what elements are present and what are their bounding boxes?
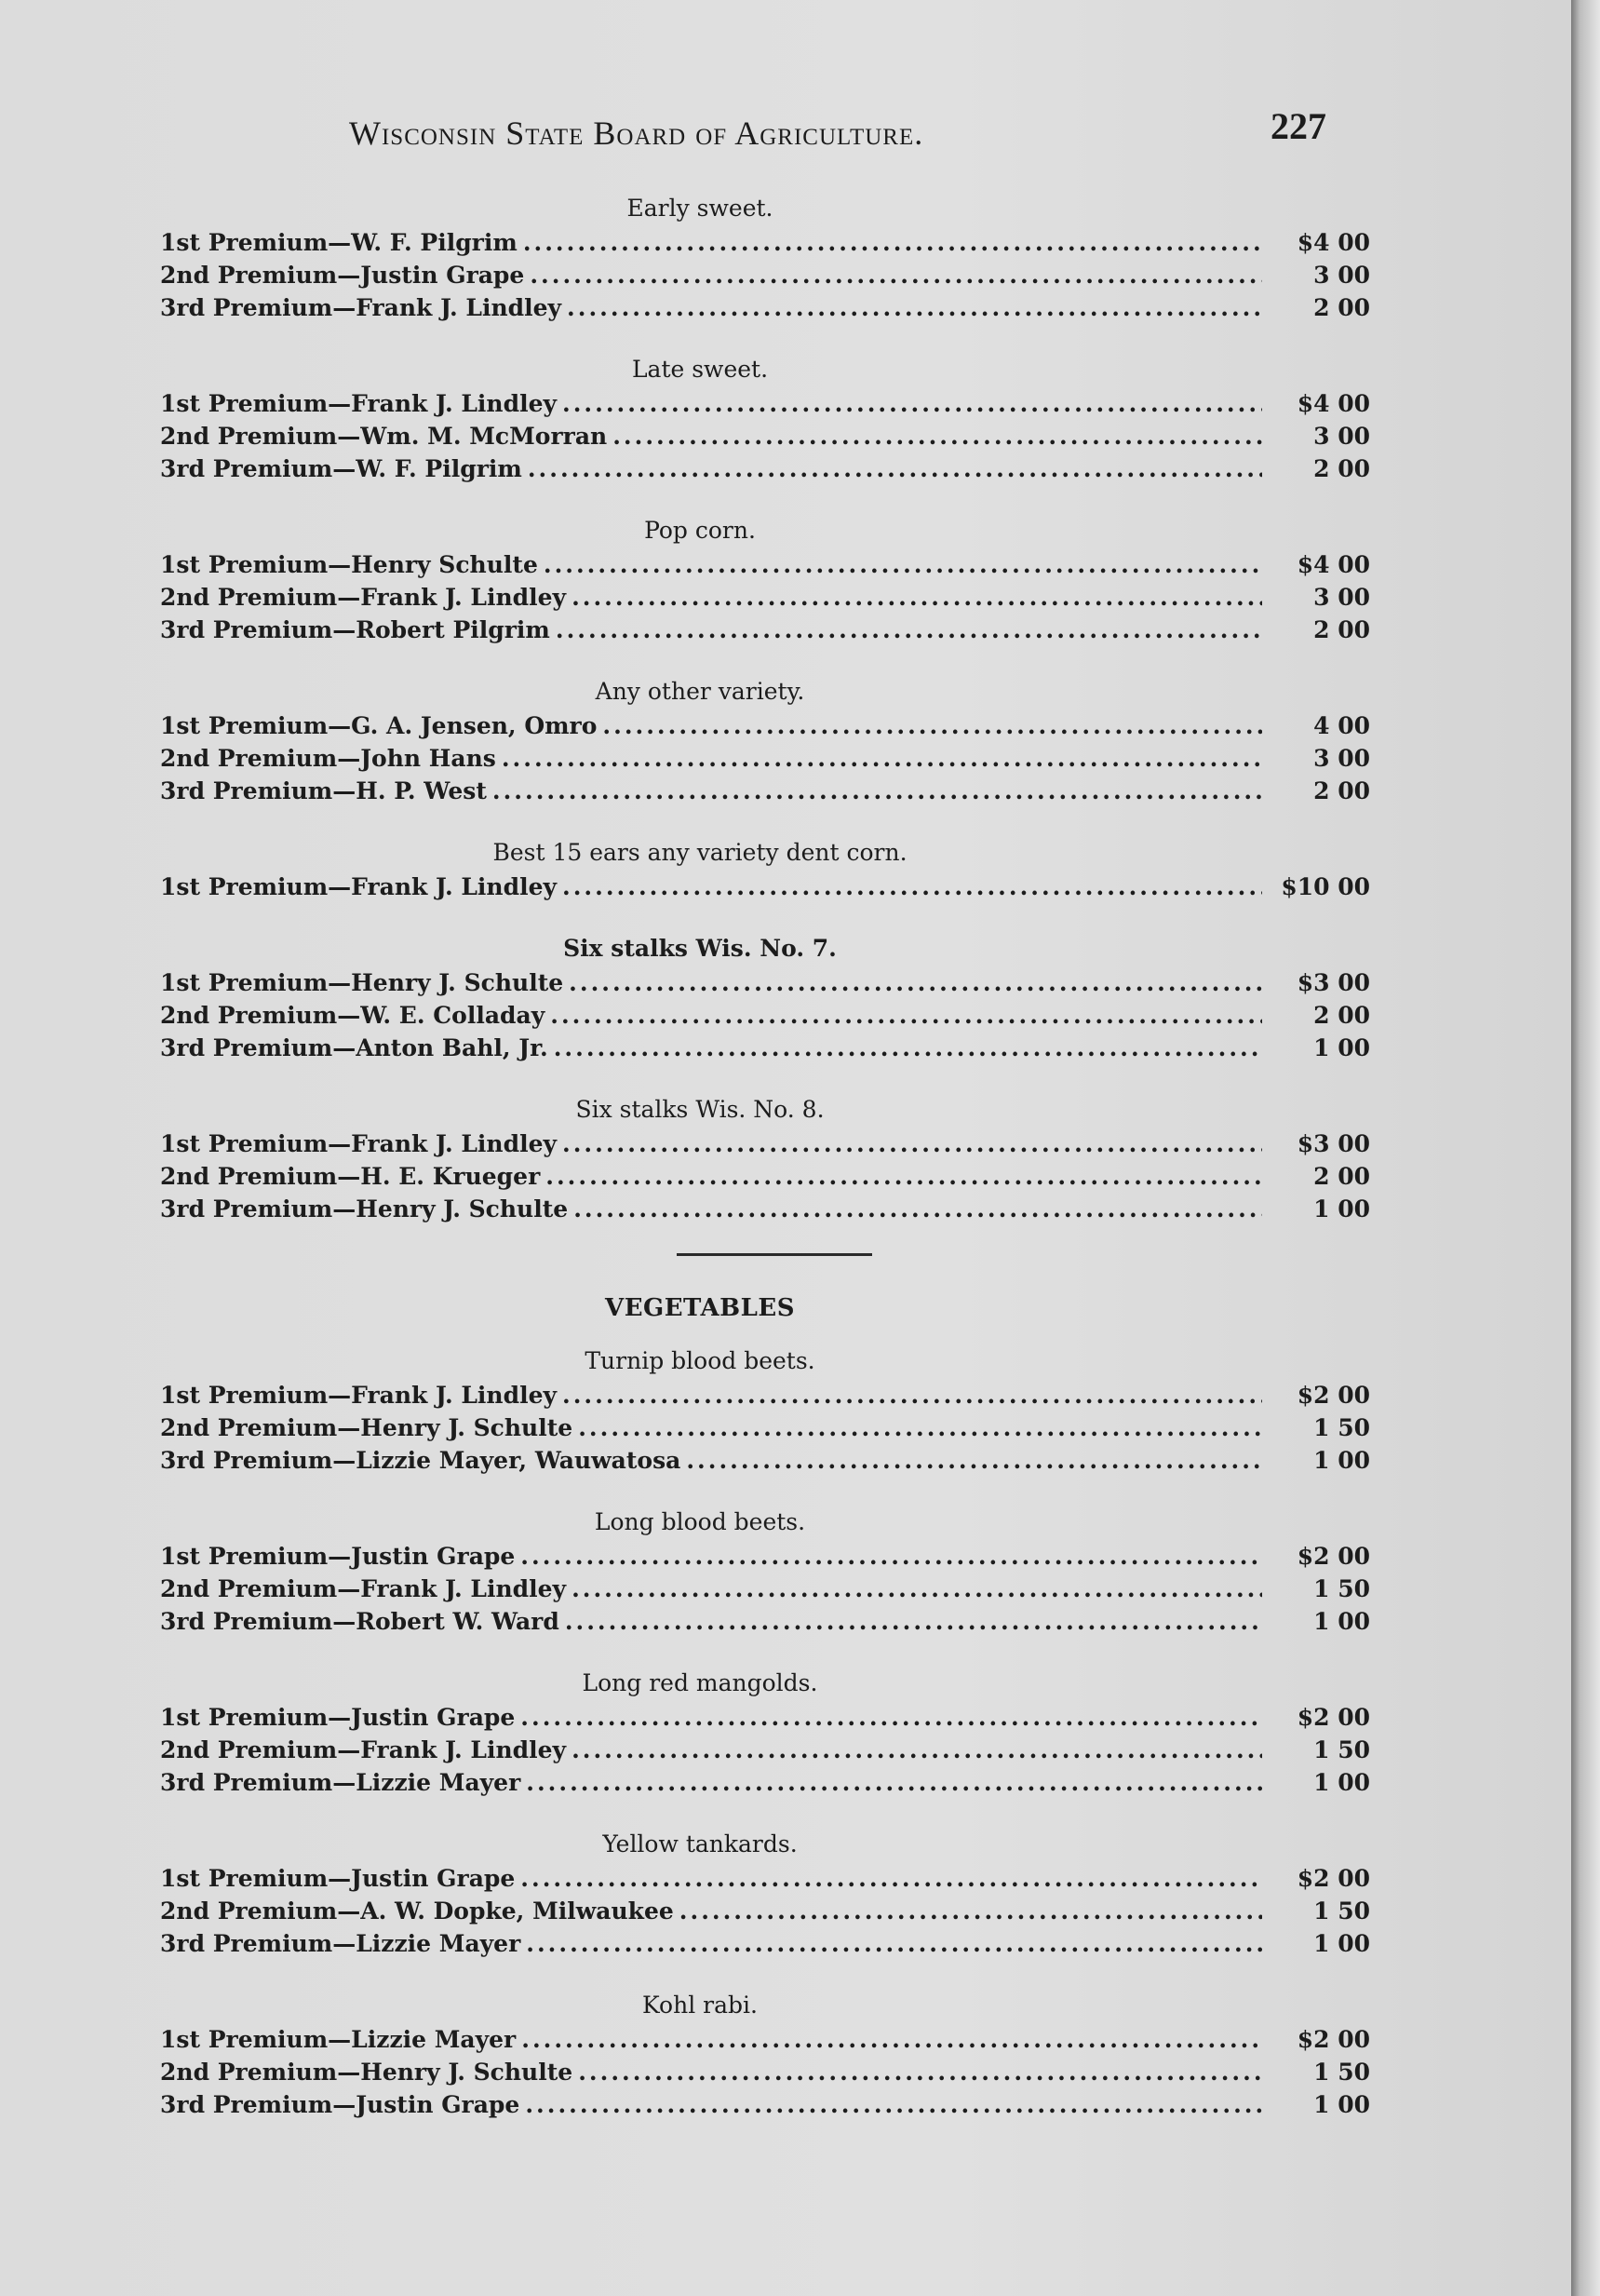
dot-leader	[573, 1193, 1262, 1225]
premium-label: 2nd Premium—Frank J. Lindley	[160, 584, 567, 611]
premium-entry	[160, 742, 1370, 775]
premium-entry	[160, 581, 1370, 614]
section-title: Turnip blood beets.	[585, 1347, 815, 1374]
premium-entry	[160, 2023, 1370, 2056]
section-title: Yellow tankards.	[602, 1830, 798, 1857]
premium-section-best-15-ears-any-variety-dent-corn	[160, 835, 1370, 903]
premium-entry	[160, 1160, 1370, 1193]
premium-section-turnip-blood-beets	[160, 1344, 1370, 1477]
premium-entry	[160, 1193, 1370, 1225]
premium-label: 3rd Premium—H. P. West	[160, 777, 487, 804]
premium-entry	[160, 709, 1370, 742]
dot-leader	[565, 1605, 1262, 1638]
premium-entry	[160, 420, 1370, 452]
premium-amount: 1 50	[1313, 1736, 1370, 1763]
premium-label: 1st Premium—Frank J. Lindley	[160, 1130, 558, 1157]
premium-section-six-stalks-wis-no-8	[160, 1092, 1370, 1225]
premium-amount: $2 00	[1297, 1543, 1370, 1570]
premium-entry	[160, 1766, 1370, 1799]
premium-amount: 1 00	[1313, 1447, 1370, 1474]
premium-amount: $2 00	[1297, 1704, 1370, 1731]
premium-label: 1st Premium—Justin Grape	[160, 1704, 516, 1731]
section-title: Six stalks Wis. No. 7.	[563, 935, 837, 962]
premium-label: 1st Premium—Justin Grape	[160, 1543, 516, 1570]
premium-section-any-other-variety	[160, 674, 1370, 807]
dot-leader	[525, 2088, 1262, 2121]
premium-entry	[160, 1540, 1370, 1573]
premium-amount: $10 00	[1281, 873, 1370, 900]
premium-amount: 2 00	[1313, 1163, 1370, 1190]
premium-label: 2nd Premium—Wm. M. McMorran	[160, 423, 608, 450]
section-title: Long red mangolds.	[582, 1669, 818, 1696]
dot-leader	[554, 1032, 1262, 1064]
dot-leader	[562, 387, 1262, 420]
vegetable-premium-sections	[160, 1344, 1370, 2121]
premium-label: 1st Premium—Lizzie Mayer	[160, 2026, 517, 2053]
section-title: Pop corn.	[644, 517, 756, 544]
premium-label: 1st Premium—W. F. Pilgrim	[160, 229, 518, 256]
premium-amount: 4 00	[1313, 712, 1370, 739]
dot-leader	[571, 1734, 1262, 1766]
premium-amount: 1 50	[1313, 2059, 1370, 2086]
premium-entry	[160, 999, 1370, 1032]
page-binding-edge	[1571, 0, 1600, 2296]
premium-amount: 2 00	[1313, 777, 1370, 804]
premium-amount: 3 00	[1313, 262, 1370, 289]
section-title: Six stalks Wis. No. 8.	[575, 1096, 825, 1123]
premium-label: 3rd Premium—Justin Grape	[160, 2091, 520, 2118]
premium-amount: $3 00	[1297, 969, 1370, 996]
premium-entry	[160, 614, 1370, 646]
dot-leader	[521, 2023, 1262, 2056]
corn-premium-sections	[160, 191, 1370, 1225]
section-title: Any other variety.	[595, 678, 805, 705]
dot-leader	[523, 226, 1262, 259]
premium-label: 3rd Premium—Lizzie Mayer	[160, 1769, 521, 1796]
premium-label: 2nd Premium—Frank J. Lindley	[160, 1575, 567, 1602]
premium-section-long-red-mangolds	[160, 1666, 1370, 1799]
dot-leader	[530, 259, 1262, 291]
premium-entry	[160, 291, 1370, 324]
premium-entry	[160, 1862, 1370, 1895]
premium-label: 1st Premium—G. A. Jensen, Omro	[160, 712, 598, 739]
premium-amount: 1 00	[1313, 2091, 1370, 2118]
premium-entry	[160, 226, 1370, 259]
premium-amount: $2 00	[1297, 1865, 1370, 1892]
section-title: Late sweet.	[631, 356, 769, 383]
premium-label: 2nd Premium—A. W. Dopke, Milwaukee	[160, 1898, 674, 1925]
dot-leader	[545, 1160, 1262, 1193]
dot-leader	[562, 871, 1262, 903]
premium-amount: 1 00	[1313, 1930, 1370, 1957]
premium-label: 1st Premium—Justin Grape	[160, 1865, 516, 1892]
dot-leader	[520, 1540, 1262, 1573]
premium-entry	[160, 548, 1370, 581]
premium-label: 2nd Premium—Henry J. Schulte	[160, 1414, 573, 1441]
premium-entry	[160, 1444, 1370, 1477]
dot-leader	[520, 1862, 1262, 1895]
dot-leader	[578, 2056, 1262, 2088]
premium-label: 3rd Premium—Henry J. Schulte	[160, 1195, 569, 1222]
premium-label: 3rd Premium—Frank J. Lindley	[160, 294, 562, 321]
premium-label: 1st Premium—Frank J. Lindley	[160, 1382, 558, 1409]
premium-entry	[160, 1573, 1370, 1605]
section-title: Long blood beets.	[594, 1508, 806, 1535]
premium-label: 2nd Premium—John Hans	[160, 745, 496, 772]
premium-label: 2nd Premium—W. E. Colladay	[160, 1002, 545, 1029]
premium-entry	[160, 1032, 1370, 1064]
premium-amount: $2 00	[1297, 1382, 1370, 1409]
premium-amount: 1 00	[1313, 1034, 1370, 1061]
dot-leader	[571, 581, 1262, 614]
section-title: Kohl rabi.	[642, 1992, 758, 2019]
dot-leader	[526, 1766, 1262, 1799]
dot-leader	[556, 614, 1262, 646]
premium-label: 2nd Premium—Justin Grape	[160, 262, 525, 289]
premium-section-long-blood-beets	[160, 1505, 1370, 1638]
premium-amount: 2 00	[1313, 294, 1370, 321]
premium-amount: 2 00	[1313, 616, 1370, 643]
premium-label: 1st Premium—Frank J. Lindley	[160, 873, 558, 900]
premium-amount: 3 00	[1313, 584, 1370, 611]
dot-leader	[550, 999, 1262, 1032]
page-content	[160, 191, 1370, 2149]
premium-entry	[160, 1411, 1370, 1444]
premium-amount: $4 00	[1297, 551, 1370, 578]
premium-amount: $4 00	[1297, 229, 1370, 256]
premium-amount: 1 50	[1313, 1898, 1370, 1925]
dot-leader	[578, 1411, 1262, 1444]
section-title: Best 15 ears any variety dent corn.	[492, 839, 908, 866]
premium-label: 3rd Premium—Robert Pilgrim	[160, 616, 550, 643]
dot-leader	[502, 742, 1262, 775]
premium-entry	[160, 1734, 1370, 1766]
premium-amount: $3 00	[1297, 1130, 1370, 1157]
premium-label: 1st Premium—Henry Schulte	[160, 551, 538, 578]
premium-entry	[160, 1379, 1370, 1411]
dot-leader	[526, 1927, 1262, 1960]
premium-label: 3rd Premium—Lizzie Mayer	[160, 1930, 521, 1957]
premium-label: 1st Premium—Henry J. Schulte	[160, 969, 564, 996]
premium-entry	[160, 387, 1370, 420]
premium-section-six-stalks-wis-no-7	[160, 931, 1370, 1064]
vegetables-heading: VEGETABLES	[605, 1294, 795, 1322]
premium-amount: 2 00	[1313, 1002, 1370, 1029]
premium-label: 2nd Premium—Frank J. Lindley	[160, 1736, 567, 1763]
premium-label: 3rd Premium—Lizzie Mayer, Wauwatosa	[160, 1447, 681, 1474]
premium-entry	[160, 1701, 1370, 1734]
premium-amount: 1 50	[1313, 1575, 1370, 1602]
dot-leader	[602, 709, 1262, 742]
dot-leader	[569, 966, 1262, 999]
premium-entry	[160, 452, 1370, 485]
premium-amount: 2 00	[1313, 455, 1370, 482]
premium-entry	[160, 2088, 1370, 2121]
premium-entry	[160, 259, 1370, 291]
premium-label: 2nd Premium—Henry J. Schulte	[160, 2059, 573, 2086]
premium-amount: 3 00	[1313, 745, 1370, 772]
premium-label: 3rd Premium—Anton Bahl, Jr.	[160, 1034, 548, 1061]
dot-leader	[492, 775, 1262, 807]
dot-leader	[679, 1895, 1262, 1927]
premium-entry	[160, 966, 1370, 999]
dot-leader	[686, 1444, 1262, 1477]
premium-label: 1st Premium—Frank J. Lindley	[160, 390, 558, 417]
running-title: Wisconsin State Board of Agriculture.	[349, 115, 924, 152]
premium-section-pop-corn	[160, 513, 1370, 646]
premium-amount: 3 00	[1313, 423, 1370, 450]
premium-entry	[160, 1605, 1370, 1638]
premium-amount: $2 00	[1297, 2026, 1370, 2053]
premium-label: 2nd Premium—H. E. Krueger	[160, 1163, 541, 1190]
page-header	[349, 104, 1326, 160]
page-number: 227	[1271, 105, 1326, 147]
premium-section-early-sweet	[160, 191, 1370, 324]
premium-entry	[160, 1927, 1370, 1960]
premium-amount: 1 00	[1313, 1769, 1370, 1796]
premium-amount: 1 50	[1313, 1414, 1370, 1441]
premium-entry	[160, 871, 1370, 903]
dot-leader	[571, 1573, 1262, 1605]
dot-leader	[562, 1128, 1262, 1160]
premium-entry	[160, 1895, 1370, 1927]
premium-section-yellow-tankards	[160, 1827, 1370, 1960]
dot-leader	[612, 420, 1262, 452]
premium-entry	[160, 2056, 1370, 2088]
premium-entry	[160, 1128, 1370, 1160]
premium-section-late-sweet	[160, 352, 1370, 485]
premium-section-kohl-rabi	[160, 1988, 1370, 2121]
dot-leader	[520, 1701, 1262, 1734]
premium-label: 3rd Premium—Robert W. Ward	[160, 1608, 559, 1635]
section-divider	[677, 1253, 872, 1256]
premium-amount: $4 00	[1297, 390, 1370, 417]
premium-entry	[160, 775, 1370, 807]
dot-leader	[567, 291, 1262, 324]
dot-leader	[544, 548, 1262, 581]
dot-leader	[562, 1379, 1262, 1411]
premium-label: 3rd Premium—W. F. Pilgrim	[160, 455, 522, 482]
premium-amount: 1 00	[1313, 1195, 1370, 1222]
premium-amount: 1 00	[1313, 1608, 1370, 1635]
section-title: Early sweet.	[626, 195, 773, 222]
dot-leader	[528, 452, 1262, 485]
